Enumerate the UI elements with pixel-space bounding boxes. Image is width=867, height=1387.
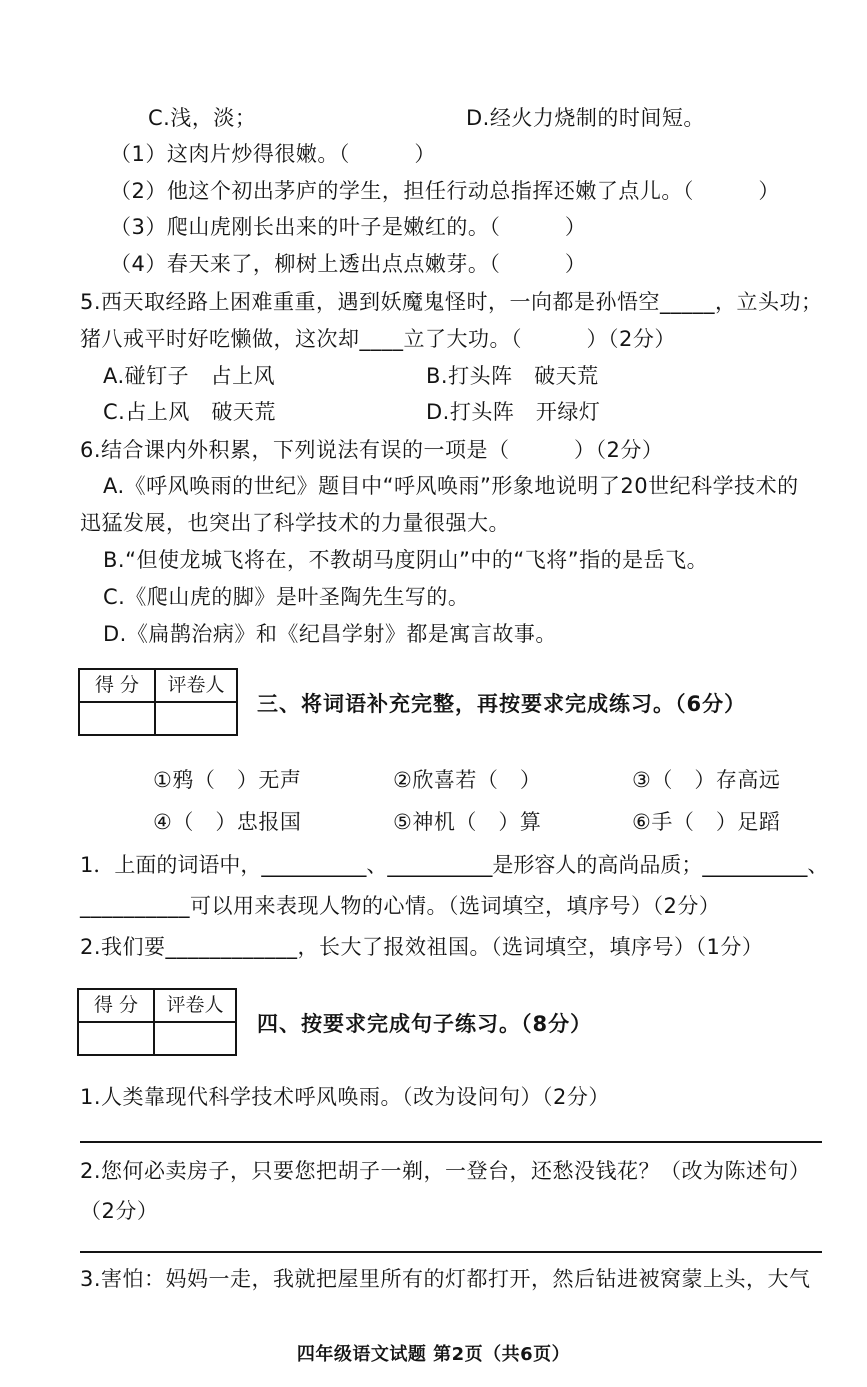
question-6-option-a-line2: 迅猛发展，也突出了科学技术的力量很强大。 [80,511,510,535]
question-6-option-a-line1: A.《呼风唤雨的世纪》题目中“呼风唤雨”形象地说明了20世纪科学技术的 [103,474,799,498]
question-5-option-b: B.打头阵 破天荒 [426,364,599,388]
grader-label: 评卷人 [155,990,235,1023]
section-4-question-2-line1: 2.您何必卖房子，只要您把胡子一剃，一登台，还愁没钱花？（改为陈述句） [80,1159,811,1183]
word-item-2: ②欣喜若（ ） [393,768,542,792]
question-6-option-d: D.《扁鹊治病》和《纪昌学射》都是寓言故事。 [103,622,557,646]
sub-question-2: （2）他这个初出茅庐的学生，担任行动总指挥还嫩了点儿。（ ） [110,179,780,203]
section-4-question-1: 1.人类靠现代科学技术呼风唤雨。（改为设问句）（2分） [80,1085,610,1109]
answer-line-2 [80,1251,822,1253]
option-d-line: D.经火力烧制的时间短。 [466,106,705,130]
section-4-question-2-line2: （2分） [80,1199,159,1223]
question-6-option-b: B.“但使龙城飞将在，不教胡马度阴山”中的“飞将”指的是岳飞。 [103,548,709,572]
sub-question-4: （4）春天来了，柳树上透出点点嫩芽。（ ） [110,252,587,276]
score-cell [79,1023,155,1054]
word-item-3: ③（ ）存高远 [632,768,781,792]
question-5-option-c: C.占上风 破天荒 [103,400,276,424]
section-4-title: 四、按要求完成句子练习。（8分） [257,1012,593,1036]
score-label: 得 分 [80,670,156,703]
sub-question-3: （3）爬山虎刚长出来的叶子是嫩红的。（ ） [110,215,587,239]
score-box-section-4 [77,988,237,1056]
grader-cell [155,1023,235,1054]
answer-line-1 [80,1141,822,1143]
grader-label: 评卷人 [156,670,236,703]
question-5-option-d: D.打头阵 开绿灯 [426,400,601,424]
word-item-5: ⑤神机（ ）算 [393,810,542,834]
word-item-1: ①鸦（ ）无声 [153,768,302,792]
question-5-line2: 猪八戒平时好吃懒做，这次却____立了大功。（ ）（2分） [80,327,676,351]
word-item-6: ⑥手（ ）足蹈 [632,810,781,834]
section-3-question-1-line1: 1．上面的词语中，__________、__________是形容人的高尚品质；__________、 [80,853,829,877]
section-4-question-3: 3.害怕：妈妈一走，我就把屋里所有的灯都打开，然后钻进被窝蒙上头，大气 [80,1267,811,1291]
word-item-4: ④（ ）忠报国 [153,810,302,834]
sub-question-1: （1）这肉片炒得很嫩。（ ） [110,142,436,166]
score-cell [80,703,156,734]
score-box-section-3 [78,668,238,736]
question-5-option-a: A.碰钉子 占上风 [103,364,276,388]
grader-cell [156,703,236,734]
section-3-question-1-line2: __________可以用来表现人物的心情。（选词填空，填序号）（2分） [80,894,721,918]
option-c-line: C.浅，淡； [148,106,257,130]
section-3-question-2: 2.我们要____________，长大了报效祖国。（选词填空，填序号）（1分） [80,935,764,959]
section-3-title: 三、将词语补充完整，再按要求完成练习。（6分） [257,692,747,716]
question-6: 6.结合课内外积累，下列说法有误的一项是（ ）（2分） [80,438,664,462]
question-6-option-c: C.《爬山虎的脚》是叶圣陶先生写的。 [103,585,470,609]
page-footer: 四年级语文试题 第2页（共6页） [296,1344,571,1365]
score-label: 得 分 [79,990,155,1023]
question-5-line1: 5.西天取经路上困难重重，遇到妖魔鬼怪时，一向都是孙悟空_____，立头功； [80,290,823,314]
